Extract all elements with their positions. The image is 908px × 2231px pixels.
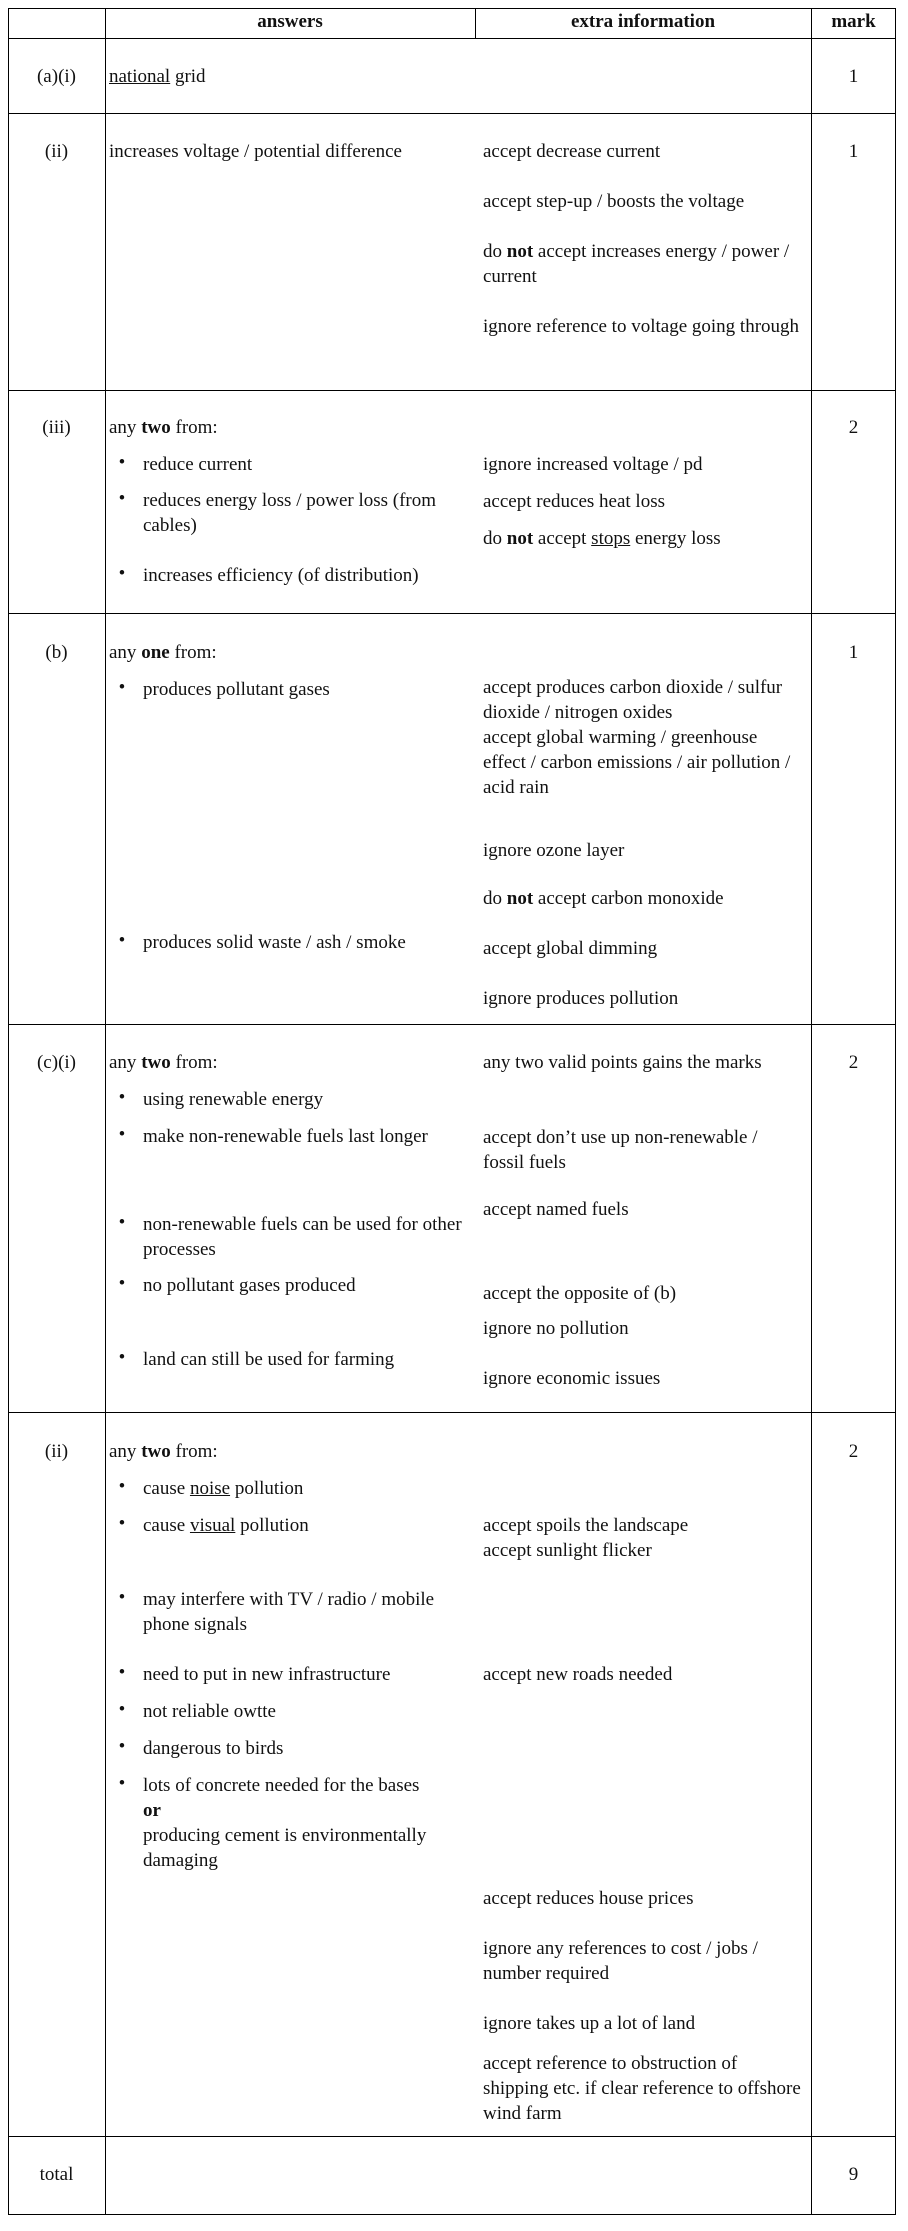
extra-info-part: do xyxy=(483,241,507,262)
intro-part: from: xyxy=(170,1441,218,1462)
answer-intro xyxy=(109,640,474,665)
extra-info-part: accept increases energy / power / current xyxy=(483,241,790,287)
bullet-icon: • xyxy=(118,452,126,473)
bullet-part: cause xyxy=(143,1515,190,1536)
table-border-bottom xyxy=(8,2214,896,2215)
mark-value: 2 xyxy=(848,1052,859,1073)
bullet-item: dangerous to birds xyxy=(143,1738,284,1759)
extra-info: ignore takes up a lot of land xyxy=(483,2013,696,2034)
bold-keyword: not xyxy=(506,528,534,549)
row-divider xyxy=(8,390,896,391)
answer-intro xyxy=(109,415,474,440)
bullet-part: lots of concrete needed for the bases xyxy=(143,1775,420,1796)
extra-info: accept reduces heat loss xyxy=(483,491,665,512)
column-divider xyxy=(811,8,812,2215)
bullet-item: reduce current xyxy=(143,454,253,475)
bullet-icon: • xyxy=(118,1212,126,1233)
extra-info: accept global warming / greenhouse effect / carbon emissions / air pollution / acid rain xyxy=(483,727,791,798)
bullet-item: make non-renewable fuels last longer xyxy=(143,1126,428,1147)
bullet-item: non-renewable fuels can be used for other processes xyxy=(143,1214,462,1260)
bullet-item: may interfere with TV / radio / mobile phone signals xyxy=(143,1589,435,1635)
bullet-part: pollution xyxy=(230,1478,304,1499)
header-answers: answers xyxy=(257,11,323,32)
intro-part: from: xyxy=(170,417,218,438)
bullet-icon: • xyxy=(118,1587,126,1608)
extra-info: any two valid points gains the marks xyxy=(483,1052,762,1073)
row-divider xyxy=(8,613,896,614)
bold-keyword: two xyxy=(141,1441,171,1462)
extra-info: accept new roads needed xyxy=(483,1664,673,1685)
underlined-keyword: stops xyxy=(591,528,631,549)
bold-keyword: or xyxy=(143,1800,161,1821)
table-border-top xyxy=(8,8,896,9)
table-border-right xyxy=(895,8,896,2215)
total-mark: 9 xyxy=(848,2164,859,2185)
bold-keyword: one xyxy=(141,642,170,663)
extra-info xyxy=(483,526,803,551)
extra-info: ignore produces pollution xyxy=(483,988,679,1009)
extra-info: accept spoils the landscape xyxy=(483,1515,689,1536)
bullet-item: reduces energy loss / power loss (from cables) xyxy=(143,490,437,536)
extra-info: accept the opposite of (b) xyxy=(483,1283,677,1304)
mark-value: 2 xyxy=(848,417,859,438)
bullet-item xyxy=(143,1476,473,1501)
extra-info-part: accept carbon monoxide xyxy=(533,888,724,909)
bullet-item: produces solid waste / ash / smoke xyxy=(143,932,406,953)
extra-info: accept don’t use up non-renewable / fossil fuels xyxy=(483,1127,758,1173)
intro-part: from: xyxy=(170,1052,218,1073)
intro-part: any xyxy=(109,417,142,438)
extra-info: ignore ozone layer xyxy=(483,840,625,861)
intro-part: any xyxy=(109,1052,142,1073)
extra-info: ignore economic issues xyxy=(483,1368,661,1389)
bullet-icon: • xyxy=(118,930,126,951)
intro-part: from: xyxy=(169,642,217,663)
bold-keyword: not xyxy=(506,888,534,909)
bullet-item: not reliable owtte xyxy=(143,1701,276,1722)
extra-info: accept global dimming xyxy=(483,938,658,959)
table-border-left xyxy=(8,8,9,2215)
row-divider xyxy=(8,1024,896,1025)
header-divider xyxy=(8,38,896,39)
answer-text-rest: grid xyxy=(170,66,206,87)
bullet-item xyxy=(143,1513,473,1538)
bullet-part: pollution xyxy=(235,1515,309,1536)
header-mark: mark xyxy=(831,11,876,32)
extra-info: ignore reference to voltage going through xyxy=(483,316,800,337)
bullet-icon: • xyxy=(118,1347,126,1368)
intro-part: any xyxy=(109,642,142,663)
bullet-icon: • xyxy=(118,1513,126,1534)
question-number: (c)(i) xyxy=(36,1052,77,1073)
bold-keyword: not xyxy=(506,241,534,262)
extra-info xyxy=(483,239,803,289)
extra-info: accept produces carbon dioxide / sulfur dioxide / nitrogen oxides xyxy=(483,677,783,723)
extra-info-part: do xyxy=(483,888,507,909)
bullet-item: increases efficiency (of distribution) xyxy=(143,565,419,586)
extra-info xyxy=(483,886,803,911)
extra-info: ignore no pollution xyxy=(483,1318,629,1339)
bullet-icon: • xyxy=(118,1087,126,1108)
extra-info: accept step-up / boosts the voltage xyxy=(483,191,745,212)
intro-part: any xyxy=(109,1441,142,1462)
extra-info: ignore increased voltage / pd xyxy=(483,454,703,475)
underlined-keyword: national xyxy=(109,66,171,87)
underlined-keyword: noise xyxy=(189,1478,231,1499)
column-divider xyxy=(105,8,106,2215)
question-number: (b) xyxy=(45,642,68,663)
bullet-icon: • xyxy=(118,1124,126,1145)
answer-text: increases voltage / potential difference xyxy=(109,141,402,162)
bullet-item: no pollutant gases produced xyxy=(143,1275,356,1296)
question-number: (ii) xyxy=(44,141,69,162)
question-number: (ii) xyxy=(44,1441,69,1462)
bullet-part: cause xyxy=(143,1478,190,1499)
question-number: (a)(i) xyxy=(36,66,77,87)
bullet-part: producing cement is environmentally damaging xyxy=(143,1825,427,1871)
bullet-item: land can still be used for farming xyxy=(143,1349,395,1370)
mark-value: 1 xyxy=(848,66,859,87)
mark-value: 2 xyxy=(848,1441,859,1462)
answer-intro xyxy=(109,1439,474,1464)
bullet-icon: • xyxy=(118,1273,126,1294)
extra-info: accept reduces house prices xyxy=(483,1888,694,1909)
bullet-icon: • xyxy=(118,1662,126,1683)
underlined-keyword: visual xyxy=(189,1515,236,1536)
extra-info-part: energy loss xyxy=(630,528,721,549)
answer-text xyxy=(109,64,474,89)
mark-value: 1 xyxy=(848,642,859,663)
bullet-item: produces pollutant gases xyxy=(143,679,330,700)
total-label: total xyxy=(39,2164,74,2185)
row-divider xyxy=(8,113,896,114)
row-divider xyxy=(8,2136,896,2137)
bullet-icon: • xyxy=(118,677,126,698)
extra-info-part: do xyxy=(483,528,507,549)
bullet-item xyxy=(143,1773,473,1873)
question-number: (iii) xyxy=(42,417,71,438)
mark-scheme-table xyxy=(8,8,896,2208)
extra-info: accept sunlight flicker xyxy=(483,1540,652,1561)
row-divider xyxy=(8,1412,896,1413)
extra-info: accept reference to obstruction of shipping etc. if clear reference to offshore wind farm xyxy=(483,2053,801,2124)
bullet-icon: • xyxy=(118,1476,126,1497)
extra-info-part: accept xyxy=(533,528,592,549)
bold-keyword: two xyxy=(141,1052,171,1073)
bullet-icon: • xyxy=(118,1699,126,1720)
bold-keyword: two xyxy=(141,417,171,438)
bullet-icon: • xyxy=(118,488,126,509)
extra-info: ignore any references to cost / jobs / number required xyxy=(483,1938,758,1984)
extra-info: accept decrease current xyxy=(483,141,661,162)
extra-info: accept named fuels xyxy=(483,1199,629,1220)
answer-intro xyxy=(109,1050,474,1075)
bullet-item: using renewable energy xyxy=(143,1089,324,1110)
bullet-icon: • xyxy=(118,1736,126,1757)
mark-value: 1 xyxy=(848,141,859,162)
bullet-icon: • xyxy=(118,1773,126,1794)
header-extra-information: extra information xyxy=(570,11,716,32)
bullet-icon: • xyxy=(118,563,126,584)
bullet-item: need to put in new infrastructure xyxy=(143,1664,391,1685)
